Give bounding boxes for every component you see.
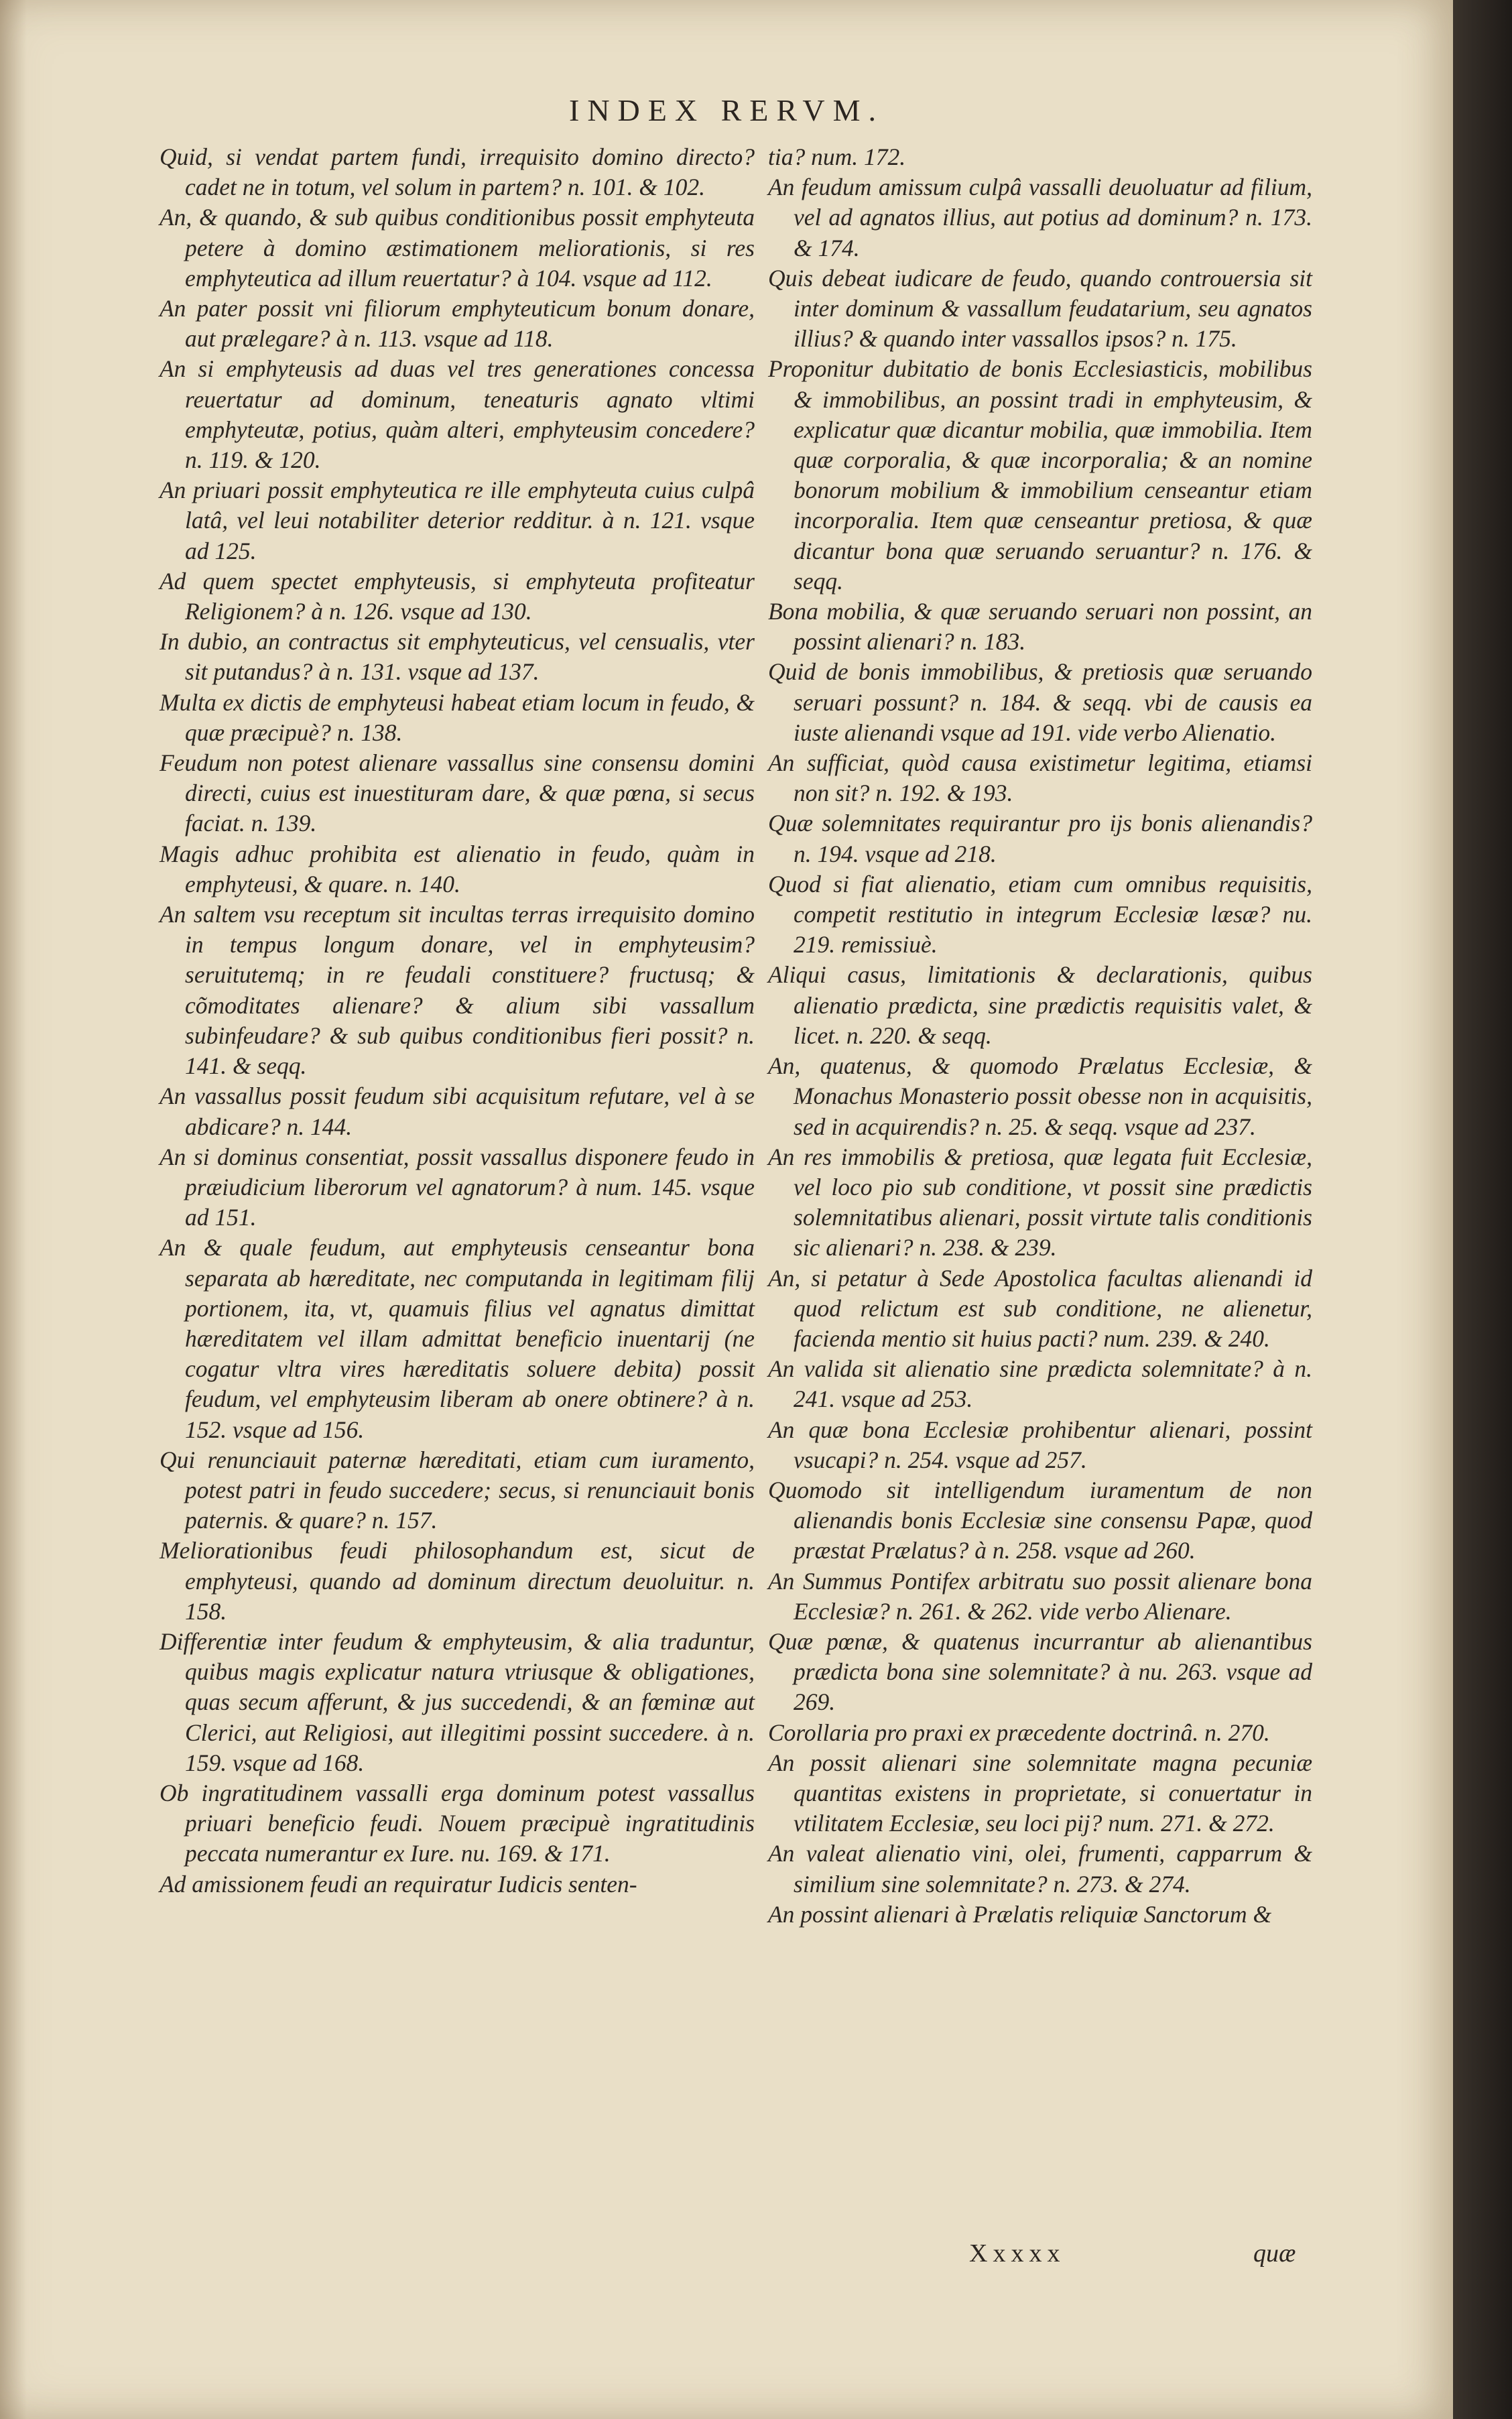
index-entry: An, quatenus, & quomodo Prælatus Ecclesiæ, & Monachus Monasterio possit obesse non in acquisitis, sed in acquirendis? n. 25. & seqq. vsque ad 237. (768, 1052, 1312, 1140)
index-entry: Quid, si vendat partem fundi, irrequisito domino directo? cadet ne in totum, vel solum in partem? n. 101. & 102. (160, 143, 755, 201)
index-entry: Magis adhuc prohibita est alienatio in feudo, quàm in emphyteusi, & quare. n. 140. (160, 840, 755, 897)
index-entry: An si dominus consentiat, possit vassallus disponere feudo in præiudicium liberorum vel agnatorum? à num. 145. vsque ad 151. (160, 1143, 755, 1231)
index-entry: An possit alienari sine solemnitate magna pecuniæ quantitas existens in proprietate, si conuertatur in vtilitatem Ecclesiæ, seu loci pij? num. 271. & 272. (768, 1749, 1312, 1837)
index-entry: Quæ pœnæ, & quatenus incurrantur ab alienantibus prædicta bona sine solemnitate? à nu. 263. vsque ad 269. (768, 1627, 1312, 1716)
catchword: quæ (1253, 2239, 1296, 2268)
scan-edge (1453, 0, 1512, 2419)
index-entry: Ob ingratitudinem vassalli erga dominum potest vassallus priuari beneficio feudi. Nouem præcipuè ingratitudinis peccata numerantur ex Iure. nu. 169. & 171. (160, 1779, 755, 1867)
index-entry: An vassallus possit feudum sibi acquisitum refutare, vel à se abdicare? n. 144. (160, 1082, 755, 1140)
index-entry: An feudum amissum culpâ vassalli deuoluatur ad filium, vel ad agnatos illius, aut potius ad dominum? n. 173. & 174. (768, 174, 1312, 261)
index-entry: An, & quando, & sub quibus conditionibus possit emphyteuta petere à domino æstimationem meliorationis, si res emphyteutica ad illum reuertatur? à 104. vsque ad 112. (160, 204, 755, 292)
index-entry: Aliqui casus, limitationis & declarationis, quibus alienatio prædicta, sine prædictis requisitis valet, & licet. n. 220. & seqq. (768, 961, 1312, 1049)
index-entry: An pater possit vni filiorum emphyteuticum bonum donare, aut prælegare? à n. 113. vsque ad 118. (160, 295, 755, 353)
index-entry: Multa ex dictis de emphyteusi habeat etiam locum in feudo, & quæ præcipuè? n. 138. (160, 688, 755, 746)
index-entry: An res immobilis & pretiosa, quæ legata fuit Ecclesiæ, vel loco pio sub conditione, vt possit sine prædictis solemnitatibus alienari, possit virtute talis conditionis sic alienari? n. 238. & 239. (768, 1143, 1312, 1261)
index-entry: Quod si fiat alienatio, etiam cum omnibus requisitis, competit restitutio in integrum Ecclesiæ læsæ? nu. 219. remissiuè. (768, 870, 1312, 958)
index-entry: Quomodo sit intelligendum iuramentum de non alienandis bonis Ecclesiæ sine consensu Papæ, quod præstat Prælatus? à n. 258. vsque ad 260. (768, 1476, 1312, 1564)
index-entry: An, si petatur à Sede Apostolica facultas alienandi id quod relictum est sub conditione, ne alienetur, facienda mentio sit huius pacti? num. 239. & 240. (768, 1264, 1312, 1352)
index-entry: An priuari possit emphyteutica re ille emphyteuta cuius culpâ latâ, vel leui notabiliter deterior redditur. à n. 121. vsque ad 125. (160, 477, 755, 564)
index-entry: Quid de bonis immobilibus, & pretiosis quæ seruando seruari possunt? n. 184. & seqq. vbi de causis ea iuste alienandi vsque ad 191. vide verbo Alienatio. (768, 658, 1312, 746)
index-entry: Quis debeat iudicare de feudo, quando controuersia sit inter dominum & vassallum feudatarium, seu agnatos illius? & quando inter vassallos ipsos? n. 175. (768, 264, 1312, 353)
index-entry: An Summus Pontifex arbitratu suo possit alienare bona Ecclesiæ? n. 261. & 262. vide verbo Alienare. (768, 1567, 1312, 1625)
index-entry: An valida sit alienatio sine prædicta solemnitate? à n. 241. vsque ad 253. (768, 1355, 1312, 1413)
index-entry: In dubio, an contractus sit emphyteuticus, vel censualis, vter sit putandus? à n. 131. vsque ad 137. (160, 628, 755, 686)
index-entry: An si emphyteusis ad duas vel tres generationes concessa reuertatur ad dominum, teneaturis agnato vltimi emphyteutæ, potius, quàm alteri, emphyteusim concedere? n. 119. & 120. (160, 355, 755, 474)
index-entry: Bona mobilia, & quæ seruando seruari non possint, an possint alienari? n. 183. (768, 598, 1312, 656)
index-entry: An & quale feudum, aut emphyteusis censeantur bona separata ab hæreditate, nec computanda in legitimam filij portionem, ita, vt, quamuis filius vel agnatus dimittat hæreditatem vel illam admittat beneficio inuentarij (ne cogatur vltra vires hæreditatis soluere debita) possit feudum, vel emphyteusim liberam ab onere obtinere? à n. 152. vsque ad 156. (160, 1234, 755, 1443)
index-entry: Corollaria pro praxi ex præcedente doctrinâ. n. 270. (768, 1719, 1270, 1746)
index-entry: Differentiæ inter feudum & emphyteusim, & alia traduntur, quibus magis explicatur natura vtriusque & obligationes, quas secum afferunt, & jus succedendi, & an fœminæ aut Clerici, aut Religiosi, aut illegitimi possint succedere. à n. 159. vsque ad 168. (160, 1627, 755, 1776)
index-entry: Ad quem spectet emphyteusis, si emphyteuta profiteatur Religionem? à n. 126. vsque ad 130. (160, 567, 755, 625)
index-entry: Quæ solemnitates requirantur pro ijs bonis alienandis? n. 194. vsque ad 218. (768, 810, 1312, 867)
gutter-shadow (0, 0, 27, 2419)
index-entry: An saltem vsu receptum sit incultas terras irrequisito domino in tempus longum donare, vel in emphyteusim? seruitutemq; in re feudali constituere? fructusq; & cõmoditates alienare? & alium sibi vassallum subinfeudare? & sub quibus conditionibus fieri possit? n. 141. & seqq. (160, 901, 755, 1080)
index-entry: Qui renunciauit paternæ hæreditati, etiam cum iuramento, potest patri in feudo succedere; secus, si renunciauit bonis paternis. & quare? n. 157. (160, 1446, 755, 1534)
signature-mark: Xxxxx (969, 2239, 1066, 2268)
right-column (768, 142, 1312, 1930)
index-entry: Meliorationibus feudi philosophandum est, sicut de emphyteusi, quando ad dominum directum deuoluitur. n. 158. (160, 1537, 755, 1625)
index-entry: Ad amissionem feudi an requiratur Iudicis senten- (160, 1870, 637, 1898)
index-entry: An quæ bona Ecclesiæ prohibentur alienari, possint vsucapi? n. 254. vsque ad 257. (768, 1416, 1312, 1473)
index-entry: Feudum non potest alienare vassallus sine consensu domini directi, cuius est inuestituram dare, & quæ pœna, si secus faciat. n. 139. (160, 749, 755, 837)
running-head: INDEX RERVM. (569, 93, 884, 127)
left-column (160, 142, 755, 1900)
index-entry: tia? num. 172. (768, 143, 906, 170)
index-entry: Proponitur dubitatio de bonis Ecclesiasticis, mobilibus & immobilibus, an possint tradi in emphyteusim, & explicatur quæ dicantur mobilia, quæ immobilia. Item quæ corporalia, & quæ incorporalia; & an nomine bonorum mobilium & immobilium censeantur etiam incorporalia. Item quæ censeantur pretiosa, & quæ dicantur bona quæ seruando seruantur? n. 176. & seqq. (768, 355, 1312, 595)
index-entry: An valeat alienatio vini, olei, frumenti, capparrum & similium sine solemnitate? n. 273. & 274. (768, 1840, 1312, 1898)
index-entry: An sufficiat, quòd causa existimetur legitima, etiamsi non sit? n. 192. & 193. (768, 749, 1312, 807)
index-entry: An possint alienari à Prælatis reliquiæ Sanctorum & (768, 1900, 1272, 1928)
